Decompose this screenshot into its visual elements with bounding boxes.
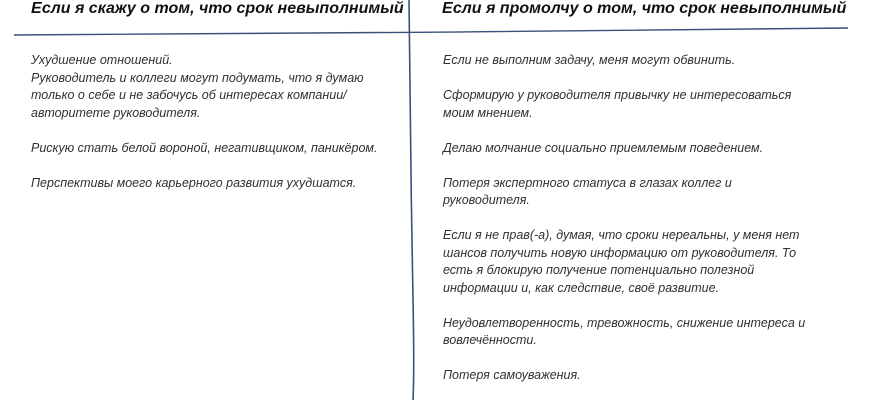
text-line: Делаю молчание социально приемлемым поведением. [443,140,764,155]
right-column [443,52,853,402]
paragraph [31,140,401,158]
paragraph [31,52,401,122]
paragraph [443,227,853,297]
text-line: Руководитель и коллеги могут подумать, что я думаю [31,70,364,85]
text-line: только о себе и не забочусь об интересах компании/ [31,88,347,102]
paragraph [443,87,853,122]
paragraph [443,367,853,385]
column-header-left: Если я скажу о том, что срок невыполнимый [31,0,404,17]
text-line: Потеря самоуважения. [443,368,581,382]
text-line: Потеря экспертного статуса в глазах коллег и [443,175,732,190]
left-column [31,52,401,210]
text-line: Рискую стать белой вороной, негативщиком, паникёром. [31,140,378,155]
paragraph [443,315,853,350]
text-line: Неудовлетворенность, тревожность, снижение интереса и [443,315,806,330]
text-line: Ухудшение отношений. [31,53,173,67]
paragraph [443,52,853,70]
text-line: Если не выполним задачу, меня могут обвинить. [443,53,736,67]
text-line: вовлечённости. [443,333,537,347]
horizontal-divider-line [14,28,848,35]
column-header-right: Если я промолчу о том, что срок невыполнимый [442,0,847,17]
paragraph [443,140,853,158]
text-line: Если я не прав(-а), думая, что сроки нереальны, у меня нет [443,228,800,242]
vertical-divider-line [409,0,414,400]
text-line: моим мнением. [443,105,533,120]
text-line: информации и, как следствие, своё развитие. [443,280,719,295]
paragraph [443,175,853,210]
paragraph [31,175,401,193]
text-line: Сформирую у руководителя привычку не интересоваться [443,88,792,102]
text-line: руководителя. [443,193,530,207]
text-line: шансов получить новую информацию от руководителя. То [443,245,797,260]
text-line: Перспективы моего карьерного развития ухудшатся. [31,175,357,190]
text-line: авторитете руководителя. [31,105,201,120]
text-line: есть я блокирую получение потенциально полезной [443,263,755,277]
